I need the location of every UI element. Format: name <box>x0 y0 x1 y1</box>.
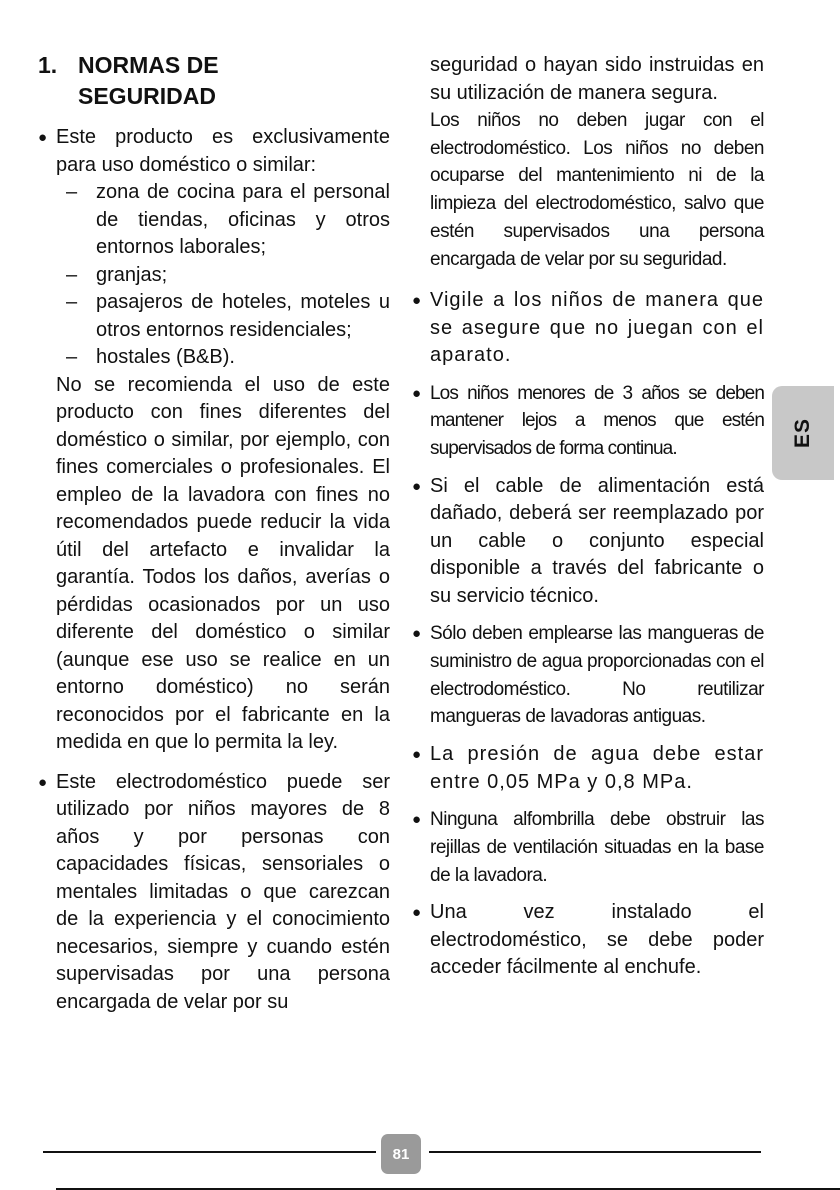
section-title-line2: SEGURIDAD <box>78 83 217 109</box>
page-number: 81 <box>392 1145 410 1163</box>
bullet-children-under-3: ● Los niños menores de 3 años se deben mantener lejos a menos que estén supervisados de forma continua. <box>412 380 764 463</box>
left-column <box>38 50 390 1026</box>
dash-item: – hostales (B&B). <box>38 344 390 372</box>
bullet-water-hoses: ● Sólo deben emplearse las mangueras de suministro de agua proporcionadas con el electrodoméstico. No reutilizar mangueras de lavadoras antiguas. <box>412 620 764 731</box>
footer-rule-right <box>429 1151 761 1153</box>
bullet-domestic-use: ● Este producto es exclusivamente para uso doméstico o similar: <box>38 124 390 179</box>
page-number-badge <box>381 1134 421 1174</box>
paragraph-non-domestic-use: No se recomienda el uso de este producto con fines diferentes del doméstico o similar, por ejemplo, con fines comerciales o profesionales. El empleo de la lavadora con fines no recomendados puede reducir la vida útil del artefacto e invalidar la garantía. Todos los daños, averías o pérdidas ocasionados por un uso diferente del doméstico o similar (aunque ese uso se realice en un entorno doméstico) no serán reconocidos por el fabricante en la medida en que lo permita la ley. <box>56 373 390 753</box>
dash-item: – pasajeros de hoteles, moteles u otros entornos residenciales; <box>38 289 390 344</box>
bullet-water-pressure: ● La presión de agua debe estar entre 0,05 MPa y 0,8 MPa. <box>412 741 764 796</box>
bullet-plug-access: ● Una vez instalado el electrodoméstico, se debe poder acceder fácilmente al enchufe. <box>412 899 764 982</box>
bullet-children-persons: ● Este electrodoméstico puede ser utilizado por niños mayores de 8 años y por personas con capacidades físicas, sensoriales o mentales limitadas o que carezcan de la experiencia y el conocimiento necesarios, siempre y cuando estén supervisadas por una persona encargada de velar por su <box>38 769 390 1017</box>
bullet-ventilation: ● Ninguna alfombrilla debe obstruir las rejillas de ventilación situadas en la base de la lavadora. <box>412 806 764 889</box>
paragraph-children-play: Los niños no deben jugar con el electrodoméstico. Los niños no deben ocuparse del mantenimiento ni de la limpieza del electrodoméstico, salvo que estén supervisados una persona encargada de velar por su seguridad. <box>430 110 764 270</box>
right-column <box>412 52 764 992</box>
footer-rule-left <box>43 1151 376 1153</box>
section-number: 1. <box>38 52 58 78</box>
section-heading <box>38 50 390 112</box>
language-tab-label: ES <box>790 417 814 449</box>
paragraph-continued: seguridad o hayan sido instruidas en su utilización de manera segura. <box>430 54 764 104</box>
section-title <box>78 50 390 112</box>
language-tab <box>772 386 834 480</box>
dash-item: – granjas; <box>38 262 390 290</box>
section-title-line1: NORMAS DE <box>78 52 219 78</box>
bullet-power-cable: ● Si el cable de alimentación está dañado, deberá ser reemplazado por un cable o conjunto especial disponible a través del fabricante o su servicio técnico. <box>412 473 764 611</box>
bullet-supervise-children: ● Vigile a los niños de manera que se asegure que no juegan con el aparato. <box>412 287 764 370</box>
dash-item: – zona de cocina para el personal de tiendas, oficinas y otros entornos laborales; <box>38 179 390 262</box>
